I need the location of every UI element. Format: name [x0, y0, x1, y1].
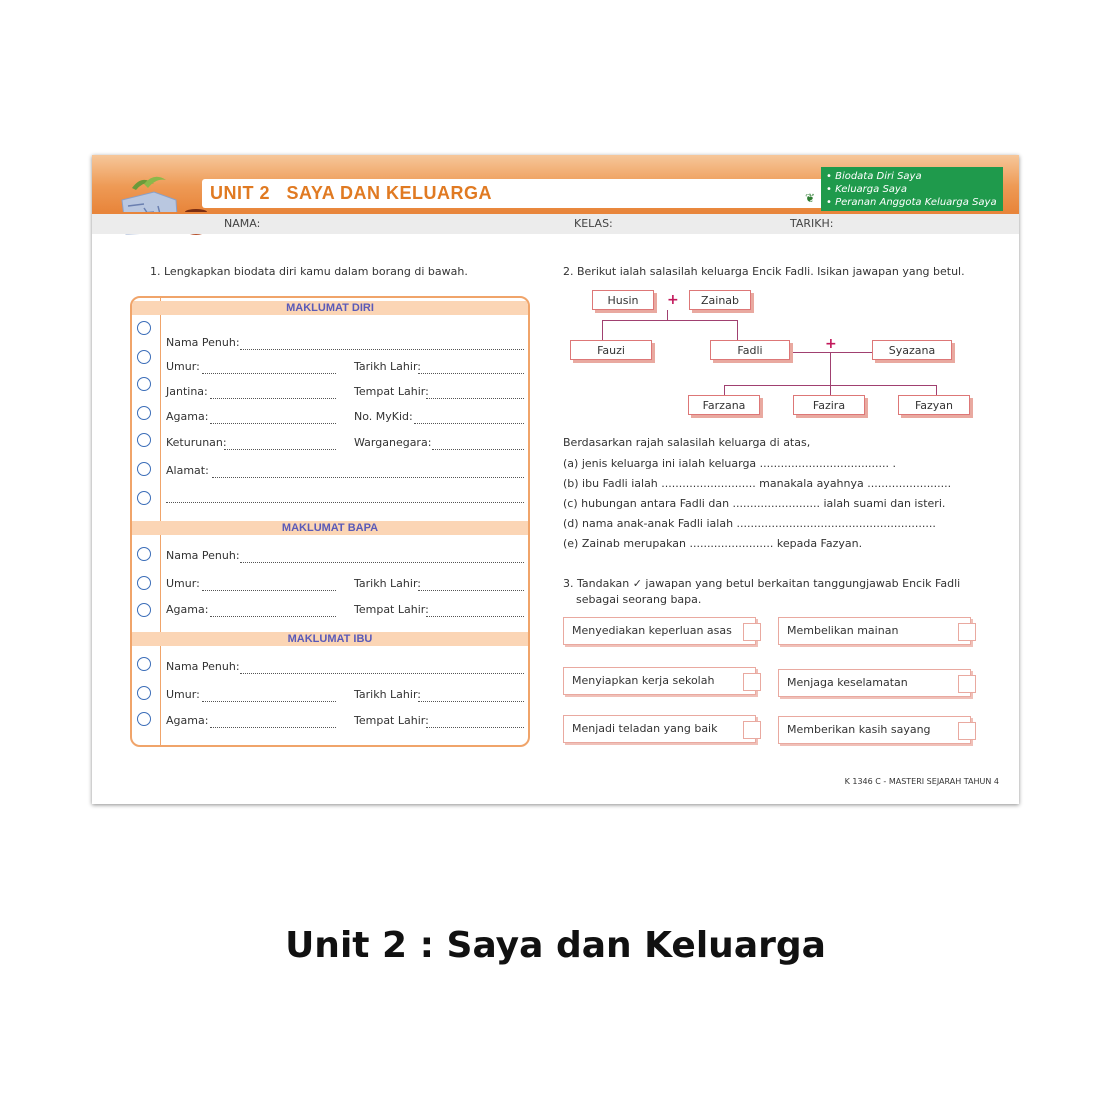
binder-hole: [137, 406, 151, 420]
ibu-tempat-lahir-field[interactable]: [426, 717, 524, 728]
ibu-agama-label: Agama:: [166, 714, 209, 727]
bapa-umur-field[interactable]: [202, 580, 336, 591]
section-maklumat-bapa: MAKLUMAT BAPA: [132, 521, 528, 535]
option-label: Menjaga keselamatan: [787, 676, 908, 689]
binder-hole: [137, 576, 151, 590]
diri-agama-field[interactable]: [210, 413, 336, 424]
tick-box[interactable]: [958, 722, 976, 740]
diri-tarikh-lahir-label: Tarikh Lahir:: [354, 360, 421, 373]
diri-alamat-field[interactable]: [212, 467, 524, 478]
binder-hole: [137, 321, 151, 335]
option-box[interactable]: [563, 617, 756, 645]
tree-node-zainab: Zainab: [689, 290, 751, 310]
q2-intro: Berdasarkan rajah salasilah keluarga di atas,: [563, 436, 811, 449]
tick-box[interactable]: [743, 721, 761, 739]
diri-mykid-label: No. MyKid:: [354, 410, 413, 423]
diri-umur-field[interactable]: [202, 363, 336, 374]
bapa-tempat-lahir-label: Tempat Lahir:: [354, 603, 429, 616]
diri-warganegara-label: Warganegara:: [354, 436, 432, 449]
option-label: Menyediakan keperluan asas: [572, 624, 732, 637]
topic-item: • Keluarga Saya: [826, 183, 1003, 196]
option-box[interactable]: [778, 716, 971, 744]
bapa-nama-label: Nama Penuh:: [166, 549, 240, 562]
tick-box[interactable]: [958, 623, 976, 641]
topic-item: • Biodata Diri Saya: [826, 170, 1003, 183]
ibu-nama-field[interactable]: [240, 663, 524, 674]
section-maklumat-diri: MAKLUMAT DIRI: [132, 301, 528, 315]
binder-hole: [137, 686, 151, 700]
tree-connector: [737, 320, 738, 340]
diri-nama-label: Nama Penuh:: [166, 336, 240, 349]
diri-nama-field[interactable]: [240, 339, 524, 350]
diri-alamat-label: Alamat:: [166, 464, 209, 477]
ibu-tarikh-lahir-field[interactable]: [418, 691, 524, 702]
question-1: 1. Lengkapkan biodata diri kamu dalam borang di bawah.: [150, 265, 468, 278]
kelas-label: KELAS:: [574, 217, 613, 230]
q2-item-c[interactable]: (c) hubungan antara Fadli dan ......................... ialah suami dan isteri.: [563, 497, 946, 510]
binder-hole: [137, 603, 151, 617]
diri-tempat-lahir-field[interactable]: [426, 388, 524, 399]
diri-tarikh-lahir-field[interactable]: [418, 363, 524, 374]
binder-hole: [137, 350, 151, 364]
tree-node-farzana: Farzana: [688, 395, 760, 415]
option-box[interactable]: [563, 667, 756, 695]
bapa-tarikh-lahir-field[interactable]: [418, 580, 524, 591]
tree-node-fazira: Fazira: [793, 395, 865, 415]
ibu-tempat-lahir-label: Tempat Lahir:: [354, 714, 429, 727]
option-label: Menyiapkan kerja sekolah: [572, 674, 715, 687]
topics-box: [821, 167, 1003, 211]
student-info-bar: [92, 212, 1019, 234]
binder-hole: [137, 712, 151, 726]
binder-hole: [137, 377, 151, 391]
ibu-umur-label: Umur:: [166, 688, 200, 701]
plus-sign: +: [825, 336, 837, 352]
bapa-tempat-lahir-field[interactable]: [426, 606, 524, 617]
binder-hole: [137, 657, 151, 671]
binder-hole: [137, 491, 151, 505]
worksheet-page: [92, 155, 1019, 804]
tree-connector: [936, 385, 937, 395]
question-2: 2. Berikut ialah salasilah keluarga Encik Fadli. Isikan jawapan yang betul.: [563, 265, 965, 278]
option-box[interactable]: [778, 669, 971, 697]
option-box[interactable]: [778, 617, 971, 645]
tree-connector: [667, 310, 668, 320]
caption-title: Unit 2 : Saya dan Keluarga: [285, 925, 826, 966]
tick-box[interactable]: [743, 673, 761, 691]
ibu-nama-label: Nama Penuh:: [166, 660, 240, 673]
diri-jantina-field[interactable]: [210, 388, 336, 399]
topic-item: • Peranan Anggota Keluarga Saya: [826, 196, 1003, 209]
binder-hole: [137, 462, 151, 476]
tree-connector: [830, 352, 831, 385]
bapa-agama-label: Agama:: [166, 603, 209, 616]
q2-item-a[interactable]: (a) jenis keluarga ini ialah keluarga ..................................... .: [563, 457, 897, 470]
ibu-agama-field[interactable]: [210, 717, 336, 728]
tree-connector: [724, 385, 725, 395]
bapa-umur-label: Umur:: [166, 577, 200, 590]
biodata-form: [130, 296, 530, 747]
nama-label: NAMA:: [224, 217, 261, 230]
option-label: Memberikan kasih sayang: [787, 723, 931, 736]
tree-connector: [602, 320, 603, 340]
option-label: Membelikan mainan: [787, 624, 899, 637]
diri-umur-label: Umur:: [166, 360, 200, 373]
tree-connector: [830, 385, 831, 395]
tree-node-husin: Husin: [592, 290, 654, 310]
bapa-nama-field[interactable]: [240, 552, 524, 563]
diri-keturunan-label: Keturunan:: [166, 436, 227, 449]
page-footer: K 1346 C - MASTERI SEJARAH TAHUN 4: [844, 777, 999, 786]
ibu-umur-field[interactable]: [202, 691, 336, 702]
section-maklumat-ibu: MAKLUMAT IBU: [132, 632, 528, 646]
q2-item-e[interactable]: (e) Zainab merupakan ........................ kepada Fazyan.: [563, 537, 863, 550]
diri-jantina-label: Jantina:: [166, 385, 208, 398]
option-label: Menjadi teladan yang baik: [572, 722, 718, 735]
unit-title: UNIT 2 SAYA DAN KELUARGA: [210, 183, 493, 203]
diri-mykid-field[interactable]: [414, 413, 524, 424]
binder-hole: [137, 433, 151, 447]
tree-node-fadli: Fadli: [710, 340, 790, 360]
diri-alamat-field-2[interactable]: [166, 492, 524, 503]
bapa-tarikh-lahir-label: Tarikh Lahir:: [354, 577, 421, 590]
tree-node-fauzi: Fauzi: [570, 340, 652, 360]
tree-connector: [602, 320, 737, 321]
leaf-icon: ❦: [805, 191, 816, 205]
tick-box[interactable]: [743, 623, 761, 641]
plus-sign: +: [667, 292, 679, 308]
q2-item-b[interactable]: (b) ibu Fadli ialah ........................... manakala ayahnya ........................: [563, 477, 952, 490]
diri-tempat-lahir-label: Tempat Lahir:: [354, 385, 429, 398]
question-3: 3. Tandakan ✓ jawapan yang betul berkaitan tanggungjawab Encik Fadli: [563, 577, 961, 590]
binder-hole: [137, 547, 151, 561]
tick-box[interactable]: [958, 675, 976, 693]
tree-node-syazana: Syazana: [872, 340, 952, 360]
question-3-line2: sebagai seorang bapa.: [576, 593, 702, 606]
bapa-agama-field[interactable]: [210, 606, 336, 617]
diri-agama-label: Agama:: [166, 410, 209, 423]
tarikh-label: TARIKH:: [790, 217, 834, 230]
tree-node-fazyan: Fazyan: [898, 395, 970, 415]
option-box[interactable]: [563, 715, 756, 743]
ibu-tarikh-lahir-label: Tarikh Lahir:: [354, 688, 421, 701]
diri-warganegara-field[interactable]: [432, 439, 524, 450]
q2-item-d[interactable]: (d) nama anak-anak Fadli ialah .........................................................: [563, 517, 936, 530]
diri-keturunan-field[interactable]: [224, 439, 336, 450]
